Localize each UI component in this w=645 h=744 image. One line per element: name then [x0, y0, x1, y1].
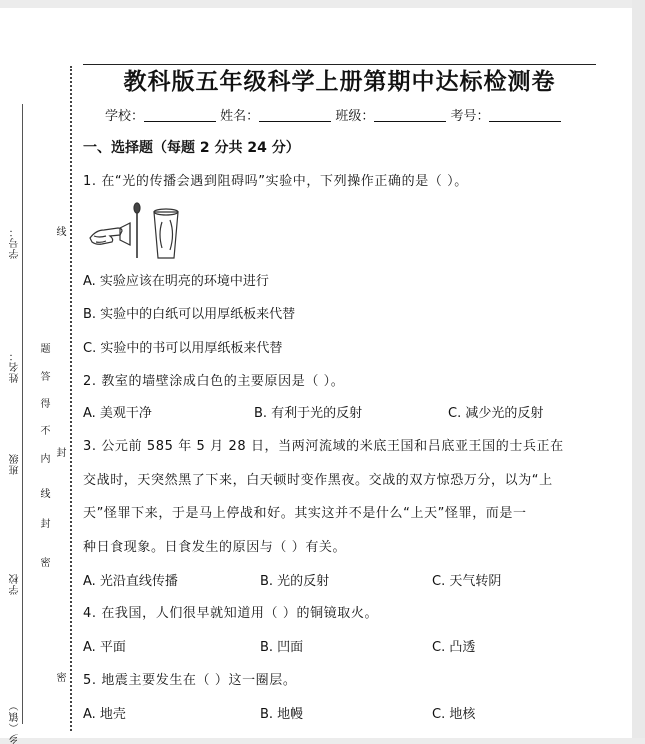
seal-char: 答: [38, 371, 49, 381]
page-edge: [632, 0, 645, 738]
q4-option-a[interactable]: A. 平面: [83, 640, 126, 655]
question-1-stem: 1. 在“光的传播会遇到阻碍吗”实验中，下列操作正确的是（ ）。: [83, 174, 468, 189]
q4-option-c[interactable]: C. 凸透: [432, 640, 476, 655]
name-label: 姓名：: [220, 109, 260, 124]
class-label: 班级：: [335, 109, 375, 124]
question-2-stem: 2. 教室的墙壁涂成白色的主要原因是（ ）。: [83, 374, 345, 389]
margin-name-label: 姓名：: [10, 350, 21, 383]
section-heading: 一、选择题（每题 2 分共 24 分）: [83, 140, 300, 156]
exam-no-label: 考号：: [450, 109, 490, 124]
experiment-figure: [84, 198, 184, 262]
q3-option-a[interactable]: A. 光沿直线传播: [83, 574, 178, 589]
q3-option-b[interactable]: B. 光的反射: [260, 574, 330, 589]
question-5-stem: 5. 地震主要发生在（ ）这一圈层。: [83, 673, 297, 688]
q5-option-c[interactable]: C. 地核: [432, 707, 476, 722]
seal-char: 线: [38, 488, 49, 498]
seal-char: 不: [38, 425, 49, 435]
margin-school-label: 学校: [10, 573, 21, 595]
q1-option-c[interactable]: C. 实验中的书可以用厚纸板来代替: [83, 341, 283, 356]
school-blank[interactable]: [144, 107, 216, 122]
q1-option-b[interactable]: B. 实验中的白纸可以用厚纸板来代替: [83, 307, 296, 322]
seal-char: 密: [38, 557, 49, 567]
seal-char: 线: [54, 226, 65, 236]
name-blank[interactable]: [259, 107, 331, 122]
stick-tip: [134, 203, 140, 213]
question-3-stem-line: 种日食现象。日食发生的原因与（ ）有关。: [83, 540, 347, 555]
seal-char: 密: [54, 672, 65, 682]
student-info-row: [105, 107, 561, 126]
q2-option-a[interactable]: A. 美观干净: [83, 406, 152, 421]
margin-class-label: 班级: [10, 453, 21, 475]
seal-dotted-line: [70, 66, 72, 731]
q3-option-c[interactable]: C. 天气转阴: [432, 574, 502, 589]
q1-option-a[interactable]: A. 实验应该在明亮的环境中进行: [83, 274, 269, 289]
school-label: 学校：: [105, 109, 145, 124]
margin-student-id-label: 学号：: [10, 226, 21, 259]
seal-char: 得: [38, 398, 49, 408]
seal-char: 封: [54, 447, 65, 457]
q2-option-b[interactable]: B. 有利于光的反射: [254, 406, 363, 421]
seal-char: 内: [38, 453, 49, 463]
question-3-stem-line: 天”怪罪下来，于是马上停战和好。其实这并不是什么“上天”怪罪，而是一: [83, 506, 527, 521]
seal-char: 题: [38, 343, 49, 353]
q2-option-c[interactable]: C. 减少光的反射: [448, 406, 544, 421]
q5-option-b[interactable]: B. 地幔: [260, 707, 304, 722]
margin-town-label: 乡（镇）: [10, 700, 21, 744]
exam-title: 教科版五年级科学上册第期中达标检测卷: [123, 69, 556, 95]
q5-option-a[interactable]: A. 地壳: [83, 707, 126, 722]
question-3-stem-line: 3. 公元前 585 年 5 月 28 日，当两河流域的米底王国和吕底亚王国的士兵正在: [83, 439, 564, 454]
hand-finger-lines: [94, 236, 106, 242]
margin-fill-line: [22, 104, 23, 724]
flashlight-icon: [120, 223, 130, 245]
cup-icon: [154, 212, 178, 258]
q4-option-b[interactable]: B. 凹面: [260, 640, 304, 655]
question-4-stem: 4. 在我国，人们很早就知道用（ ）的铜镜取火。: [83, 606, 379, 621]
seal-char: 封: [38, 518, 49, 528]
class-blank[interactable]: [374, 107, 446, 122]
question-3-stem-line: 交战时，天突然黑了下来，白天顿时变作黑夜。交战的双方惊恐万分，以为“上: [83, 473, 553, 488]
exam-no-blank[interactable]: [489, 107, 561, 122]
